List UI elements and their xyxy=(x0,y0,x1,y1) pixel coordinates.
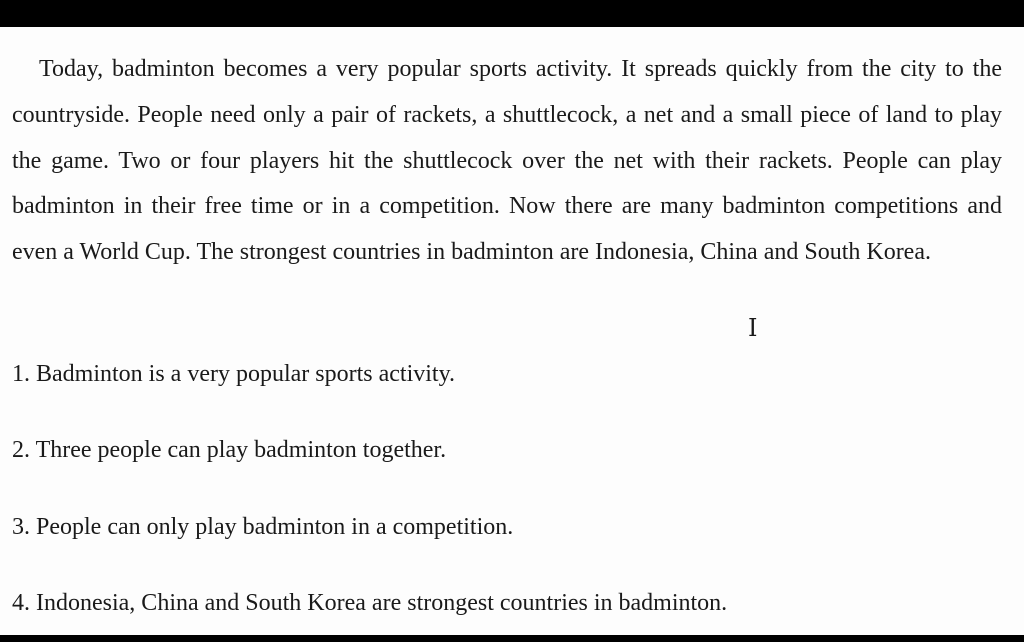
question-2: 2. Three people can play badminton together. xyxy=(12,437,447,463)
text-cursor-icon: I xyxy=(748,314,758,342)
question-3: 3. People can only play badminton in a competition. xyxy=(12,514,514,540)
document-page xyxy=(0,27,1024,635)
question-1: 1. Badminton is a very popular sports activity. xyxy=(12,361,456,387)
question-4: 4. Indonesia, China and South Korea are strongest countries in badminton. xyxy=(12,590,728,616)
reading-passage: Today, badminton becomes a very popular sports activity. It spreads quickly from the city to the countryside. People need only a pair of rackets, a shuttlecock, a net and a small piece of land to play the game. Two or four players hit the shuttlecock over the net with their rackets. People can play badminton in their free time or in a competition. Now there are many badminton competitions and even a World Cup. The strongest countries in badminton are Indonesia, China and South Korea. xyxy=(12,56,1002,266)
